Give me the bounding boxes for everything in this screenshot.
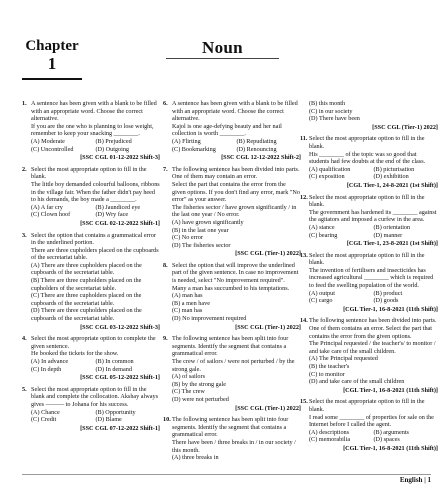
answer-option: (A) In advance [31,358,69,365]
answer-option: (D) There have been [309,115,360,123]
question-body [309,317,438,355]
question-head [300,135,438,165]
question-body [172,335,301,373]
question-text: The Principal requested / the teacher's/ to monitor / and take care of the small children. [309,340,436,355]
exam-source: [CGL Tier-1, 24-8-2021 (1st Shift)] [346,181,438,189]
option-row [31,358,160,366]
question-body [31,335,160,358]
option-row [31,146,160,154]
question-text: A sentence has been given with a blank to be filled with an appropriate word. Choose the correct alternative. [31,100,157,123]
answer-option: (A) Chance [31,408,60,416]
question-body [309,194,438,224]
question-body [31,166,160,204]
answer-option: (C) There are three cupholders placed on the cupboards of the secretariat table. [31,292,142,307]
question-text: The following sentence has been split into four segments. Identify the segment that contains a grammatical error. [172,416,289,439]
footer-divider [22,474,431,475]
question-column-2 [163,100,301,466]
option-row [309,224,438,232]
option-row [309,436,438,444]
answer-option: (C) Uncontrolled [31,145,74,153]
answer-option: (B) Jaundiced eye [95,203,141,211]
question-item [22,335,160,382]
question-number: 2. [22,165,27,173]
answer-option: (C) exposition [309,173,345,181]
question-number: 6. [163,100,168,107]
question-text: Select the option that contains a grammatical error in the underlined portion. [31,231,156,247]
question-item [163,166,301,258]
option-row [31,366,160,374]
answer-option: (B) in the last one year [172,226,229,234]
question-text: Select the option that will improve the underlined part of the given sentence. In case no improvement is needed, select "No improvement required". [172,261,299,285]
question-body [172,416,301,454]
answer-option: (C) in our society [309,107,353,115]
question-item [163,100,301,162]
question-head [300,398,438,428]
option-row [309,173,438,181]
answer-option: (D) were not perturbed [172,395,229,403]
answer-option: (D) The fisheries sector [172,241,231,249]
answer-option: (C) Credit [31,416,57,424]
answer-option: (C) cargo [309,297,333,305]
answer-option: (B) this month [309,100,346,107]
answer-option: (C) bearing [309,231,338,239]
answer-option: (A) The Principal requested [309,355,378,363]
question-body [31,386,160,409]
option-row [172,146,301,154]
question-head [163,335,301,373]
question-number: 10. [163,416,171,424]
question-body [31,232,160,262]
question-head [163,416,301,454]
answer-options [172,454,301,462]
answer-options [31,262,160,323]
question-number: 1. [22,100,27,107]
answer-options [309,355,438,385]
exam-source: [SSC CGL 01-12-2022 Shift-3] [80,154,160,162]
option-row [309,166,438,174]
question-number: 14. [300,317,308,325]
question-item [22,166,160,228]
question-head [300,194,438,224]
question-head [300,317,438,355]
exam-source: [CGL Tier-1, 16-8-2021 (11th Shift)] [343,305,438,313]
answer-option: (C) Clown hoof [31,211,71,219]
answer-option: (C) man has [172,307,203,315]
answer-option: (B) Prejudiced [95,137,132,145]
answer-option: (D) No improvement required [172,315,247,323]
answer-option: (A) qualification [309,165,351,173]
question-number: 9. [163,335,168,343]
exam-source: [SSC CGL (Tier-1) 2022] [235,404,301,412]
answer-option: (A) of sailors [172,373,205,381]
question-text: He booked the tickets for the show. [31,350,119,358]
answer-option: (B) a men have [172,299,210,307]
question-item [163,335,301,412]
answer-option: (C) In depth [31,365,62,373]
question-text: If you are the one who is planning to lose weight, remember to keep your snacking ________. [31,122,154,138]
question-item [300,398,438,452]
question-head [22,386,160,409]
answer-options [309,224,438,239]
exam-source: [SSC CGL 07-12-2022 Shift-1] [80,424,160,432]
question-number: 3. [22,231,27,239]
option-row [172,138,301,146]
answer-option: (D) Outgoing [95,145,130,153]
question-text: There have been / three breaks in / in our society / this month. [172,438,296,454]
page-title: Noun [202,38,243,57]
exam-source: [CGL Tier-1, 16-8-2021 (11th Shift)] [343,386,438,394]
question-item [163,262,301,331]
answer-option: (B) Repudiating [236,137,277,145]
answer-option: (D) manner [373,231,403,239]
answer-options [31,409,160,424]
question-text: The invention of fertilisers and insecticides has increased agricultural ________ which is required to feed the swelling population of the world. [309,266,434,290]
answer-option: (B) product [373,289,403,297]
answer-option: (B) In common [95,358,134,365]
answer-options [309,290,438,305]
chapter-header [0,38,445,88]
question-text: His ________ of the topic was so good that students had few doubts at the end of the class. [309,150,426,166]
answer-option: (A) There are three cupholders placed on the cupboards of the secretariat table. [31,261,142,277]
question-body [172,166,301,219]
question-text: Select the most appropriate option to complete the given sentence. [31,335,156,350]
question-item [22,100,160,162]
question-text: There are three cupholders placed on the cupboards of the secretariat table. [31,246,159,262]
footer-subject: English [399,476,423,484]
answer-option: (A) output [309,289,335,297]
question-text: Select the most appropriate option to fill in the blank. [309,398,425,413]
question-head [163,100,301,138]
question-text: The little boy demanded colourful balloons, ribbons in the village fair. When the father didn't pay heed to his demands, the boy made a ________. [31,180,160,204]
answer-option: (D) exhibition [373,173,409,181]
option-row [309,297,438,305]
question-text: Select the most appropriate option to fill in the blank. [309,251,425,267]
answer-option: (A) descriptions [309,428,350,436]
question-item [300,194,438,248]
answer-options [309,166,438,181]
question-text: Select the most appropriate option to fill in the blank. [309,193,425,209]
question-text: The fisheries sector / have grown significantly / in the last one year / No error. [172,203,297,219]
question-text: Many a man has succumbed to his temptations. [172,284,290,292]
question-item [22,232,160,332]
exam-source: [SSC CGL (Tier-1) 2022] [235,250,301,258]
question-body [172,262,301,292]
answer-option: (C) No error [172,234,203,242]
question-body [172,100,301,138]
question-number: 11. [300,135,308,143]
answer-option: (D) There are three cupholders placed on the cupboards of the secretariat table. [31,307,142,323]
question-text: Select the most appropriate option to fill in the blank. [309,135,425,150]
answer-option: (B) picturisation [373,165,415,173]
answer-options [172,292,301,322]
answer-option: (C) to monitor [309,370,345,378]
question-number: 12. [300,193,308,201]
question-text: The crew / of sailors / were not perturbed / by the strong gale. [172,358,295,373]
answer-option: (A) A far cry [31,203,63,211]
question-text: A sentence has been given with a blank to be filled with an appropriate word. Choose the correct alternative. [172,100,298,123]
answer-option: (B) arguments [373,428,409,436]
option-row [31,204,160,212]
answer-options [31,204,160,219]
question-body [309,252,438,290]
question-head [22,100,160,138]
chapter-word: Chapter [25,38,79,54]
question-number: 13. [300,251,308,259]
answer-option: (D) and take care of the small children [309,378,405,386]
answer-options [172,219,301,249]
question-text: The following sentence has been split into four segments. Identify the segment that contains a grammatical error. [172,335,289,358]
answer-options [309,100,438,123]
chapter-badge [22,38,82,76]
exam-source: [CGL Tier-1, 23-8-2021 (1st Shift)] [346,240,438,248]
answer-option: (A) Moderate [31,137,65,145]
answer-option: (A) Flirting [172,137,201,145]
exam-source: [SSC CGL (Tier-1) 2022] [372,123,438,131]
question-number: 8. [163,261,168,269]
exam-source: [SSC CGL 02-12-2022 Shift-1] [80,219,160,227]
option-row [31,138,160,146]
answer-option: (B) There are three cupholders placed on the cupholders of the secretariat table. [31,277,142,292]
question-item [300,252,438,314]
answer-option: (B) orientation [373,223,411,231]
answer-option: (C) Bookmarking [172,145,216,153]
answer-option: (D) Wry face [95,211,129,219]
question-text: Kajol is one age-defying beauty and her nail collection is worth ________. [172,122,282,138]
chapter-number: 1 [47,54,57,73]
answer-option: (A) stance [309,223,335,231]
question-head [22,232,160,262]
question-column-1 [22,100,160,436]
answer-option: (A) man has [172,292,203,300]
question-item [163,416,301,462]
question-item [300,317,438,394]
page-number: 1 [427,476,431,484]
page-footer [400,476,431,484]
question-head [22,166,160,204]
question-head [22,335,160,358]
answer-option: (C) memorabilia [309,436,351,444]
question-text: The following sentence has been divided into parts. One of them may contain an error. [172,165,300,181]
exam-source: [SSC CGL (Tier-1) 2022] [235,323,301,331]
question-text: Select the most appropriate option to fill in the blank and complete the collocation. Akshay always gives ——— to Johana for his success. [31,385,158,408]
answer-option: (B) Opportunity [95,408,136,416]
footer-separator: | [424,476,426,484]
option-row [309,232,438,240]
answer-option: (C) The crew [172,388,205,396]
question-text: The following sentence has been divided into parts. One of them contains an error. Select the part that contains the error from the given options. [309,317,437,340]
question-text: Select the most appropriate option to fill in the blank. [31,165,147,181]
answer-option: (D) Blame [95,416,122,424]
question-text: The government has hardened its ________ against the agitators and imposed a curfew in the area. [309,208,437,224]
answer-options [309,429,438,444]
option-row [31,211,160,219]
chapter-divider [22,78,82,80]
answer-option: (D) goods [373,297,399,305]
question-number: 15. [300,398,308,406]
option-row [31,409,160,417]
exam-source: [SSC CGL 03-12-2022 Shift-3] [80,323,160,331]
question-head [300,252,438,290]
question-number: 5. [22,385,27,393]
question-head [163,166,301,219]
answer-options [172,138,301,153]
question-text: I read some ________ of properties for sale on the Internet before I called the agent. [309,413,434,429]
question-number: 7. [163,165,168,173]
question-body [31,100,160,138]
title-underline [166,58,279,59]
answer-options [172,373,301,403]
question-column-3 [300,100,438,457]
answer-options [31,138,160,153]
option-row [309,429,438,437]
question-text: Select the part that contains the error from the given options. If you don't find any error, mark "No error" as your answer. [172,180,300,204]
question-item [300,135,438,189]
answer-option: (D) spaces [373,436,400,444]
question-item [22,386,160,433]
exam-source: [SSC CGL 05-12-2022 Shift-1] [80,374,160,382]
answer-option: (D) In demand [95,365,132,373]
answer-options [31,358,160,373]
option-row [31,416,160,424]
answer-option: (B) by the strong gale [172,380,226,388]
exam-source: [SSC CGL 12-12-2022 Shift-2] [221,154,301,162]
option-row [309,290,438,298]
question-item [300,100,438,131]
question-number: 4. [22,335,27,343]
question-body [309,135,438,165]
answer-option: (B) the teacher's [309,363,350,370]
question-body [309,398,438,428]
answer-option: (A) three breaks in [172,454,219,462]
answer-option: (D) Renouncing [236,145,277,153]
answer-option: (A) have grown significantly [172,218,244,226]
question-head [163,262,301,292]
exam-source: [CGL Tier-1, 16-8-2021 (11th Shift)] [343,444,438,452]
